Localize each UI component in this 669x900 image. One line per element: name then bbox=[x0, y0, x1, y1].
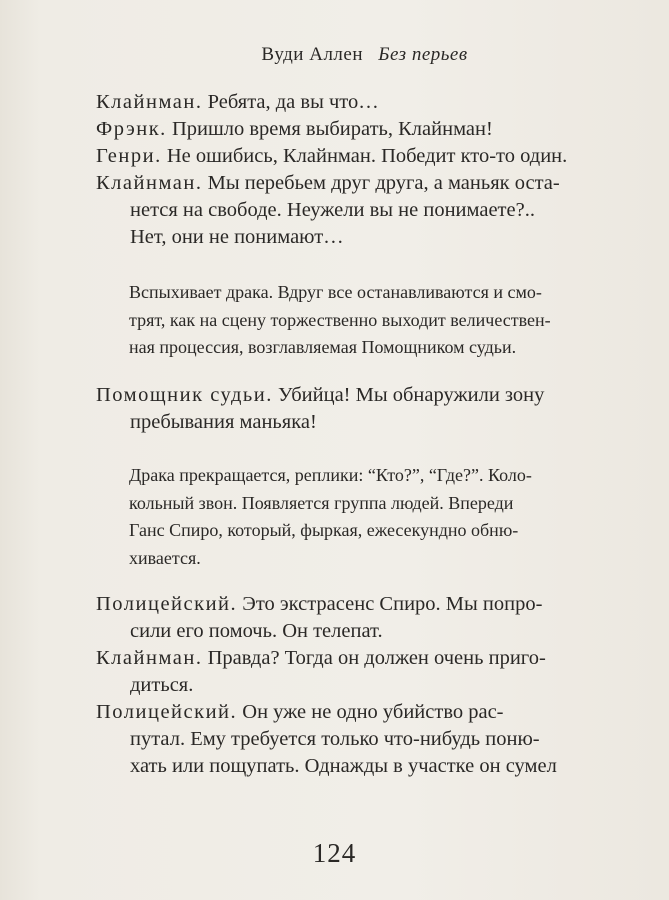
line-text: путал. Ему требуется только что-нибудь поню- bbox=[130, 728, 540, 750]
speaker-name: Полицейский. bbox=[96, 593, 238, 615]
line-text: сили его помочь. Он телепат. bbox=[130, 620, 383, 642]
dialogue-block-2 bbox=[96, 382, 626, 436]
line-text: диться. bbox=[130, 674, 194, 696]
line-text: Ребята, да вы что… bbox=[207, 91, 379, 113]
dialogue-line bbox=[96, 382, 626, 409]
speaker-name: Фрэнк. bbox=[96, 118, 167, 140]
dialogue-line bbox=[96, 170, 626, 197]
line-text: Нет, они не понимают… bbox=[130, 226, 344, 248]
stage-direction-1 bbox=[96, 279, 626, 362]
dialogue-line-continuation bbox=[96, 197, 626, 224]
stage-line: Вспыхивает драка. Вдруг все останавливаются и смо- bbox=[129, 282, 542, 302]
dialogue-block-1 bbox=[96, 89, 626, 251]
dialogue-line-continuation bbox=[96, 672, 626, 699]
speaker-name: Помощник судьи. bbox=[96, 384, 273, 406]
line-text: нется на свободе. Неужели вы не понимаете?.. bbox=[130, 199, 535, 221]
running-head-author: Вуди Аллен bbox=[261, 44, 364, 65]
dialogue-line bbox=[96, 89, 626, 116]
line-text: Правда? Тогда он должен очень приго- bbox=[207, 647, 546, 669]
stage-line: ная процессия, возглавляемая Помощником судьи. bbox=[129, 337, 517, 357]
running-head bbox=[0, 44, 669, 66]
dialogue-line-continuation bbox=[96, 409, 626, 436]
stage-line: Драка прекращается, реплики: “Кто?”, “Где?”. Коло- bbox=[129, 465, 532, 485]
running-head-title: Без перьев bbox=[378, 44, 468, 65]
speaker-name: Клайнман. bbox=[96, 647, 203, 669]
line-text: Он уже не одно убийство рас- bbox=[242, 701, 504, 723]
line-text: Мы перебьем друг друга, а маньяк оста- bbox=[207, 172, 560, 194]
line-text: хать или пощупать. Однажды в участке он сумел bbox=[130, 755, 557, 777]
speaker-name: Генри. bbox=[96, 145, 162, 167]
line-text: Это экстрасенс Спиро. Мы попро- bbox=[242, 593, 543, 615]
stage-line: кольный звон. Появляется группа людей. Впереди bbox=[129, 492, 514, 513]
dialogue-line bbox=[96, 645, 626, 672]
dialogue-line-continuation bbox=[96, 618, 626, 645]
stage-direction-2 bbox=[96, 462, 626, 572]
stage-line: Ганс Спиро, который, фыркая, ежесекундно обню- bbox=[129, 520, 519, 540]
dialogue-line-continuation bbox=[96, 224, 626, 251]
dialogue-line bbox=[96, 116, 626, 143]
line-text: пребывания маньяка! bbox=[130, 411, 317, 433]
dialogue-block-3 bbox=[96, 591, 626, 780]
speaker-name: Клайнман. bbox=[96, 172, 203, 194]
dialogue-line-continuation bbox=[96, 753, 626, 780]
stage-line: трят, как на сцену торжественно выходит величествен- bbox=[129, 309, 551, 330]
page-number: 124 bbox=[312, 838, 357, 868]
line-text: Не ошибись, Клайнман. Победит кто-то один. bbox=[166, 145, 568, 167]
stage-line: хивается. bbox=[129, 547, 201, 568]
speaker-name: Клайнман. bbox=[96, 91, 203, 113]
speaker-name: Полицейский. bbox=[96, 701, 238, 723]
dialogue-line bbox=[96, 699, 626, 726]
dialogue-line bbox=[96, 143, 626, 170]
dialogue-line bbox=[96, 591, 626, 618]
dialogue-line-continuation bbox=[96, 726, 626, 753]
line-text: Пришло время выбирать, Клайнман! bbox=[171, 118, 493, 140]
line-text: Убийца! Мы обнаружили зону bbox=[278, 384, 545, 406]
